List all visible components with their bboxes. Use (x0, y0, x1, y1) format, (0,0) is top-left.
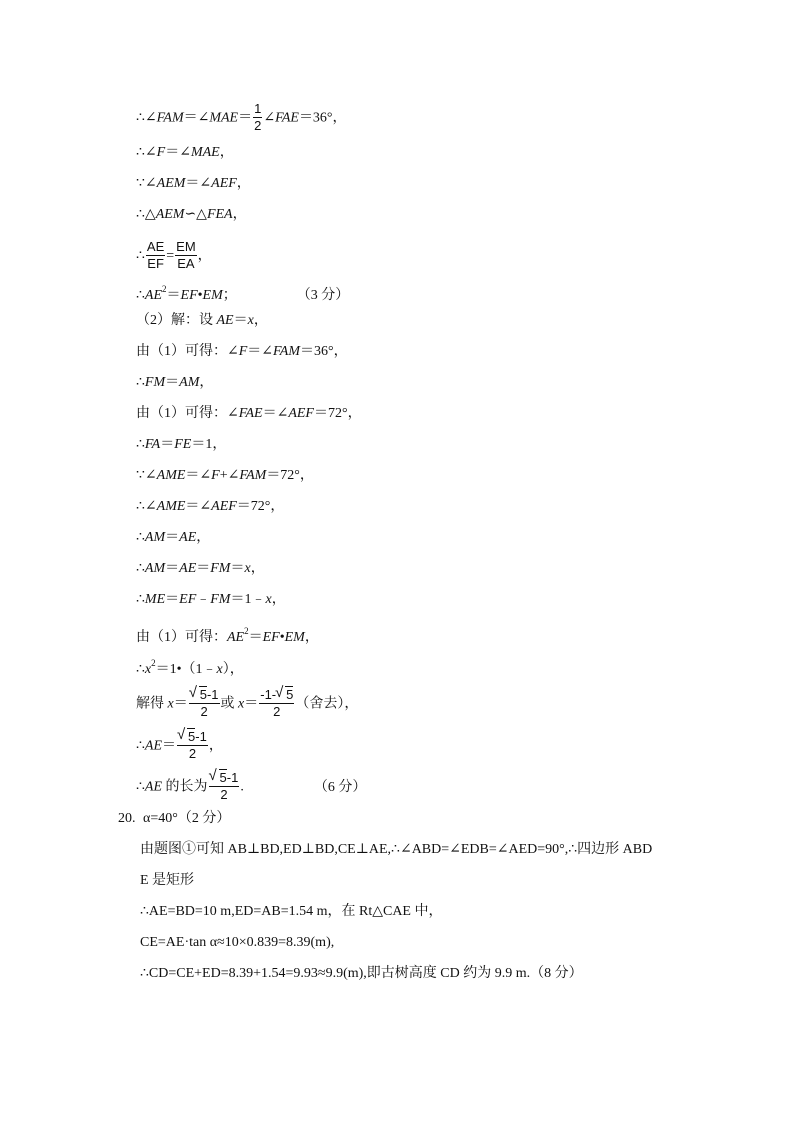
text: 由题图①可知 AB⊥BD,ED⊥BD,CE⊥AE,∴∠ABD=∠EDB=∠AED=90°,∴四边形 ABD (140, 842, 653, 857)
text: AEF (211, 176, 237, 191)
text: ＝36°， (298, 110, 347, 126)
text: ＝ (165, 592, 180, 607)
text: FM (144, 375, 166, 390)
text: ME (144, 592, 166, 607)
score-label: （3 分） (296, 288, 350, 303)
superscript: 2 (162, 284, 167, 294)
text: ， (208, 738, 223, 754)
text: ， (236, 176, 251, 191)
text: （舍去）， (295, 696, 359, 712)
text: -1 (195, 729, 207, 744)
text: ＝∠ (185, 468, 212, 483)
radicand: 5 (199, 687, 207, 702)
text: -1 (206, 687, 219, 702)
text: AEM (156, 176, 186, 191)
text: ＝ (165, 561, 180, 576)
text: ∴ (136, 738, 145, 754)
denominator: 2 (220, 787, 228, 802)
text: ∴ (136, 662, 145, 677)
numerator: AE (146, 239, 165, 254)
text: x (244, 561, 251, 576)
text: ∵∠ (136, 176, 157, 191)
fraction-root5-minus-1 (209, 770, 240, 803)
text: ∴∠ (136, 110, 157, 126)
text: ）， (222, 662, 244, 677)
text: ∴ (136, 530, 145, 545)
text: F (211, 468, 220, 483)
denominator: 2 (273, 704, 281, 719)
text: -1 (226, 770, 239, 785)
solution-line-19 (136, 687, 359, 719)
text: . (240, 779, 244, 795)
superscript: 2 (151, 658, 156, 668)
text: F (238, 344, 248, 359)
text: ， (196, 530, 211, 545)
text: ∴CD=CE+ED=8.39+1.54=9.93≈9.9(m),即古树高度 CD 约为 9.9 m.（8 分） (140, 966, 583, 981)
fraction-em-ea (175, 239, 197, 272)
solution-line-16 (136, 589, 286, 611)
solution-line-2 (136, 142, 234, 164)
text: CE=AE·tan α≈10×0.839=8.39(m), (140, 935, 335, 950)
text: ∴ (136, 561, 145, 576)
text: ∴△ (136, 207, 156, 222)
text: ＝1， (191, 437, 227, 452)
text: x (144, 662, 152, 677)
solution-line-5 (136, 239, 212, 271)
sqrt (276, 687, 293, 703)
text: AM (179, 375, 200, 390)
text: AME (156, 468, 186, 483)
text: ， (197, 248, 212, 264)
text: ＝ (230, 561, 245, 576)
text: FM (210, 561, 231, 576)
text: FAM (239, 468, 267, 483)
solution-line-17 (136, 620, 319, 645)
radicand: 5 (219, 770, 227, 785)
text: ∴ (136, 375, 145, 390)
fraction-root5-minus-1 (177, 729, 208, 762)
text: ＝∠ (185, 176, 212, 191)
text: ＝∠ (165, 145, 191, 160)
text: ∴ (136, 779, 145, 795)
text: ＝ (196, 561, 211, 576)
text: FAM (273, 344, 300, 359)
solution-line-8 (136, 341, 348, 363)
question-20-line-2 (140, 839, 652, 861)
text: ＝ (165, 375, 180, 390)
text: AEF (288, 406, 314, 421)
text: = (166, 248, 175, 264)
text: ＝∠ (185, 499, 212, 514)
solution-line-1 (136, 101, 347, 133)
denominator: EF (147, 256, 164, 271)
fraction-half (253, 101, 262, 134)
text: +∠ (219, 468, 240, 483)
text: ， (232, 207, 247, 222)
numerator (189, 687, 220, 704)
sqrt (190, 687, 207, 703)
sqrt (178, 729, 195, 745)
solution-line-11 (136, 434, 226, 456)
superscript: 2 (244, 626, 249, 636)
radicand: 5 (286, 687, 294, 702)
text: ； (222, 288, 237, 303)
numerator: EM (176, 239, 196, 254)
text: EM (202, 288, 223, 303)
text: ∵∠ (136, 468, 157, 483)
denominator: 2 (254, 118, 262, 133)
text: ∴ (136, 288, 145, 303)
text: ＝ (165, 530, 180, 545)
text: ＝ (160, 437, 175, 452)
text: E 是矩形 (140, 873, 195, 888)
text: 由（1）可得：∠ (136, 406, 239, 421)
solution-line-20 (136, 729, 223, 761)
text: FEA (206, 207, 233, 222)
numerator (209, 770, 240, 787)
text: 由（1）可得：∠ (136, 344, 239, 359)
text: ， (199, 375, 214, 390)
question-20-line-1: α=40°（2 分） (143, 811, 231, 826)
text: ， (219, 145, 234, 160)
question-20-line-4 (140, 901, 442, 923)
text: x (216, 662, 223, 677)
text: ＝72°， (266, 468, 314, 483)
text: AM (144, 530, 166, 545)
text: ∴AE=BD=10 m,ED=AB=1.54 m，在 Rt△CAE 中， (140, 904, 443, 919)
solution-line-3 (136, 173, 251, 195)
text: FA (144, 437, 161, 452)
question-20-header (118, 808, 230, 830)
text: • (197, 288, 203, 303)
text: FAE (238, 406, 263, 421)
text: x (238, 696, 245, 712)
text: ＝ (233, 313, 248, 328)
solution-line-18 (136, 652, 244, 677)
text: x (265, 592, 272, 607)
solution-line-14 (136, 527, 210, 549)
text: ， (253, 313, 268, 328)
text: AE (227, 630, 245, 645)
solution-line-21 (136, 770, 367, 802)
text: ＝72°， (313, 406, 362, 421)
denominator: 2 (200, 704, 208, 719)
denominator: 2 (188, 746, 197, 761)
fraction-root5-minus-1 (189, 687, 220, 720)
text: ∽△ (184, 207, 207, 222)
solution-line-6 (136, 278, 350, 303)
text: 由（1）可得： (136, 630, 227, 645)
text: EM (284, 630, 305, 645)
text: ＝∠ (247, 344, 274, 359)
text: FAE (275, 110, 299, 126)
text: AME (156, 499, 186, 514)
text: FAM (156, 110, 184, 126)
text: ∴∠ (136, 499, 157, 514)
text: FM (210, 592, 231, 607)
text: ∴∠ (136, 145, 157, 160)
text: ∠ (263, 110, 276, 126)
text: • (279, 630, 285, 645)
solution-line-15 (136, 558, 265, 580)
text: ＝36°， (300, 344, 348, 359)
denominator: EA (177, 256, 195, 271)
solution-line-4 (136, 204, 247, 226)
text: ＝ (248, 630, 263, 645)
solution-line-7 (136, 310, 268, 332)
text: ＝∠ (183, 110, 210, 126)
question-20-line-6 (140, 963, 583, 985)
text: FE (174, 437, 192, 452)
fraction-ae-ef (146, 239, 165, 272)
question-number: 20. (118, 811, 136, 826)
radicand: 5 (188, 729, 196, 744)
text: ∴ (136, 592, 145, 607)
text: MAE (190, 145, 220, 160)
text: AE (179, 561, 197, 576)
text: -1- (260, 687, 277, 702)
text: （2）解：设 (136, 313, 217, 328)
text: ＝72°， (236, 499, 285, 514)
fraction-minus1-minus-root5 (259, 687, 294, 720)
text: 或 (220, 696, 239, 712)
text: AE (144, 779, 163, 795)
text: ∴ (136, 437, 145, 452)
text: ＝ (244, 696, 259, 712)
question-20-line-3 (140, 870, 194, 892)
text: EF (262, 630, 280, 645)
question-20-line-5 (140, 932, 334, 954)
solution-line-10 (136, 403, 362, 425)
text: ＝∠ (262, 406, 289, 421)
text: ＝1•（1﹣ (155, 662, 217, 677)
score-label: （6 分） (313, 779, 367, 795)
numerator (259, 687, 294, 704)
text: F (156, 145, 166, 160)
text: AE (144, 738, 163, 754)
text: ＝ (166, 288, 181, 303)
text: AEM (155, 207, 185, 222)
text: EF (180, 288, 198, 303)
solution-line-9 (136, 372, 213, 394)
text: ＝ (162, 738, 177, 754)
text: ﹣ (196, 592, 211, 607)
text: AE (179, 530, 197, 545)
sqrt (210, 770, 227, 786)
text: AM (144, 561, 166, 576)
text: ∴ (136, 248, 145, 264)
text: x (247, 313, 254, 328)
text: ， (250, 561, 265, 576)
text: ＝1﹣ (230, 592, 266, 607)
numerator (177, 729, 208, 746)
text: ＝ (238, 110, 253, 126)
text: AEF (211, 499, 237, 514)
solution-line-12 (136, 465, 314, 487)
text: ， (271, 592, 286, 607)
text: EF (179, 592, 197, 607)
text: AE (144, 288, 163, 303)
text: x (167, 696, 174, 712)
text: AE (216, 313, 234, 328)
numerator: 1 (254, 101, 262, 116)
solution-line-13 (136, 496, 284, 518)
text: ＝ (173, 696, 188, 712)
text: ， (304, 630, 319, 645)
text: MAE (209, 110, 239, 126)
text: 的长为 (162, 779, 208, 795)
text: 解得 (136, 696, 168, 712)
